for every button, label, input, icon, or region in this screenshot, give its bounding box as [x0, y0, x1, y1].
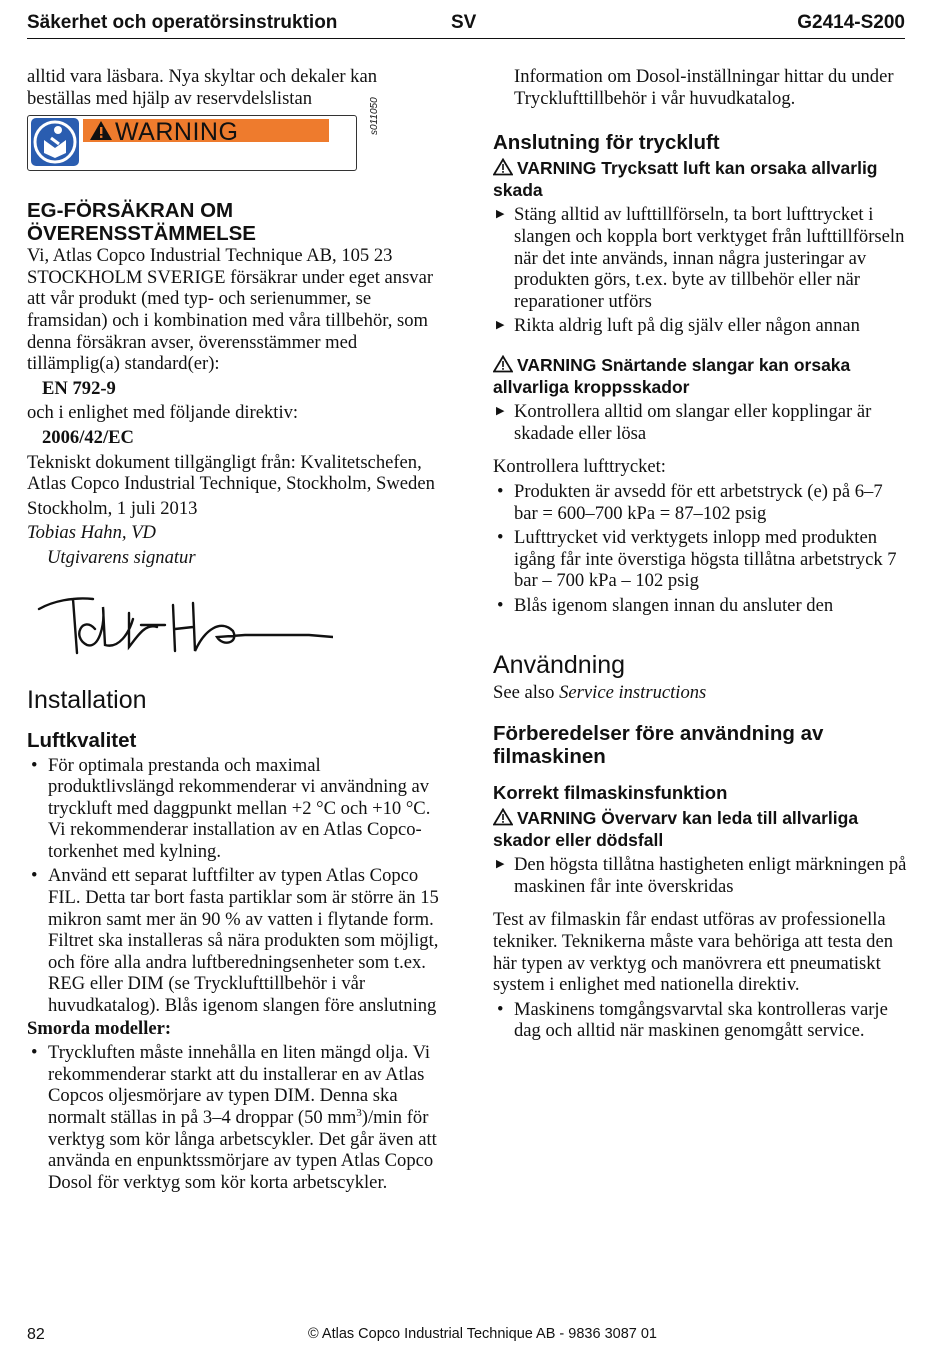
- signer: Tobias Hahn, VD: [27, 522, 156, 544]
- header-title: Säkerhet och operatörsinstruktion: [27, 12, 338, 33]
- preparation-heading: Förberedelser före användning av filmaskinen: [493, 722, 824, 769]
- warning-3-list: [493, 854, 908, 897]
- see-also: [493, 682, 908, 704]
- list-item: • Maskinens tomgångsvarvtal ska kontrolleras varje dag och alltid när maskinen genomgått service.: [493, 999, 908, 1042]
- list-item: • Använd ett separat luftfilter av typen Atlas Copco FIL. Detta tar bort fasta partiklar som är större än 15 mikron samt mer än 90 % av vatten i flytande form. Filtret ska installeras så nära produkten som möjligt, och före alla andra luftberedningsenheter som t.ex. REG eller DIM (se Trycklufttillbehör i vår huvudkatalog). Blås igenom slangen före anslutning: [27, 865, 442, 1016]
- air-quality-list: [27, 755, 442, 1017]
- air-quality-heading: Luftkvalitet: [27, 728, 137, 752]
- warning-triangle-icon: [493, 355, 513, 373]
- page-header: [27, 10, 905, 39]
- book-reader-icon: [31, 118, 79, 166]
- pressure-list: [493, 481, 908, 617]
- page-number: 82: [27, 1326, 45, 1343]
- standard: EN 792-9: [42, 377, 116, 399]
- header-model: G2414-S200: [797, 12, 905, 33]
- test-text: Test av filmaskin får endast utföras av professionella tekniker. Teknikerna måste vara behöriga att testa den här typen av verktyg och manövrera ett pneumatiskt system i enlighet med nationella direktiv.: [493, 909, 894, 996]
- dosol-info: Information om Dosol-inställningar hittar du under Trycklufttillbehör i vår huvudkatalog.: [514, 66, 894, 109]
- ec-heading-line2: ÖVERENSSTÄMMELSE: [27, 222, 256, 246]
- idle-speed-list: [493, 999, 908, 1042]
- header-language: SV: [451, 12, 477, 33]
- warning-2-text: VARNING Snärtande slangar kan orsaka allvarliga kroppsskador: [493, 354, 851, 397]
- warning-triangle-icon: [493, 158, 513, 176]
- warning-1-text: VARNING Trycksatt luft kan orsaka allvarlig skada: [493, 158, 878, 200]
- warning-triangle-icon: [493, 808, 513, 826]
- warning-1: [493, 158, 908, 201]
- right-column: [493, 66, 908, 1042]
- lub-superscript: 3: [356, 1106, 362, 1119]
- list-item: • Produkten är avsedd för ett arbetstryck (e) på 6–7 bar = 600–700 kPa = 87–102 psig: [493, 481, 908, 524]
- see-also-prefix: See also: [493, 682, 560, 704]
- intro-text: alltid vara läsbara. Nya skyltar och dekaler kan beställas med hjälp av reservdelslistan: [27, 66, 378, 109]
- list-item: ▶ Stäng alltid av lufttillförseln, ta bort lufttrycket i slangen och koppla bort verktyget från lufttillförseln när det inte används, innan några justeringar av produkten görs, t.ex. byte av tillbehör eller när reparationer utförs: [493, 204, 908, 312]
- lubricated-heading: Smorda modeller:: [27, 1017, 172, 1039]
- warning-label: WARNING: [115, 118, 239, 147]
- warning-3: [493, 808, 908, 851]
- lub-text-a: Tryckluften måste innehålla en liten mängd olja. Vi rekommenderar starkt att du installerar en av Atlas Copcos oljesmörjare av typen DIM. Denna ska normalt ställas in på 3–4 droppar (50 mm: [48, 1042, 431, 1128]
- copyright: © Atlas Copco Industrial Technique AB - 9836 3087 01: [308, 1326, 657, 1342]
- installation-heading: Installation: [27, 685, 147, 714]
- warning-banner: [83, 118, 329, 147]
- usage-heading: Användning: [493, 651, 626, 680]
- service-instructions-link[interactable]: Service instructions: [559, 682, 707, 704]
- warning-triangle-icon: [89, 120, 113, 141]
- warning-1-list: [493, 204, 908, 337]
- left-column: [27, 66, 442, 1193]
- tech-doc-text: Tekniskt dokument tillgängligt från: Kvalitetschefen, Atlas Copco Industrial Technique, Stockholm, Sweden: [27, 451, 435, 495]
- directive: 2006/42/EC: [42, 426, 134, 448]
- place-date: Stockholm, 1 juli 2013: [27, 497, 198, 519]
- warning-2: [493, 355, 908, 398]
- signature-label: Utgivarens signatur: [47, 546, 196, 568]
- warning-sign: [27, 97, 380, 173]
- lubricated-list: [27, 1042, 442, 1193]
- list-item: • Blås igenom slangen innan du ansluter den: [493, 595, 908, 617]
- list-item: • Lufttrycket vid verktygets inlopp med produkten igång får inte överstiga högsta tillåtna arbetstryck 7 bar – 700 kPa – 102 psig: [493, 527, 908, 592]
- list-item: • För optimala prestanda och maximal produktlivslängd rekommenderar vi användning av tryckluft med daggpunkt mellan +2 °C och +10 °C. Vi rekommenderar installation av en Atlas Copco-torkenhet med kylning.: [27, 755, 442, 863]
- compressed-air-heading: Anslutning för tryckluft: [493, 131, 720, 155]
- warning-3-text: VARNING Övervarv kan leda till allvarliga skador eller dödsfall: [493, 808, 859, 850]
- check-pressure: Kontrollera lufttrycket:: [493, 456, 666, 478]
- warning-2-list: [493, 401, 908, 444]
- ec-declaration-text: Vi, Atlas Copco Industrial Technique AB, 105 23 STOCKHOLM SVERIGE försäkrar under eget ansvar att vår produkt (med typ- och serienummer, se framsidan) och i kombination med våra tillbehör, som denna försäkran avser, överensstämmer med tillämplig(a) standard(er):: [27, 245, 434, 375]
- lub-text-b: )/min för verktyg som kör långa arbetscykler. Det går även att använda en enpunktssmörjare av typen Atlas Copco Dosol för verktyg som kör korta arbetscykler.: [48, 1107, 437, 1193]
- directive-intro: och i enlighet med följande direktiv:: [27, 402, 299, 424]
- signature: [27, 569, 442, 669]
- correct-function-heading: Korrekt filmaskinsfunktion: [493, 782, 728, 804]
- ec-heading-line1: EG-FÖRSÄKRAN OM: [27, 199, 234, 223]
- list-item: ▶ Den högsta tillåtna hastigheten enligt märkningen på maskinen får inte överskridas: [493, 854, 908, 897]
- list-item: ▶ Rikta aldrig luft på dig själv eller någon annan: [493, 315, 908, 337]
- figure-code: s011050: [369, 97, 380, 136]
- list-item: [27, 1042, 442, 1193]
- list-item: ▶ Kontrollera alltid om slangar eller kopplingar är skadade eller lösa: [493, 401, 908, 444]
